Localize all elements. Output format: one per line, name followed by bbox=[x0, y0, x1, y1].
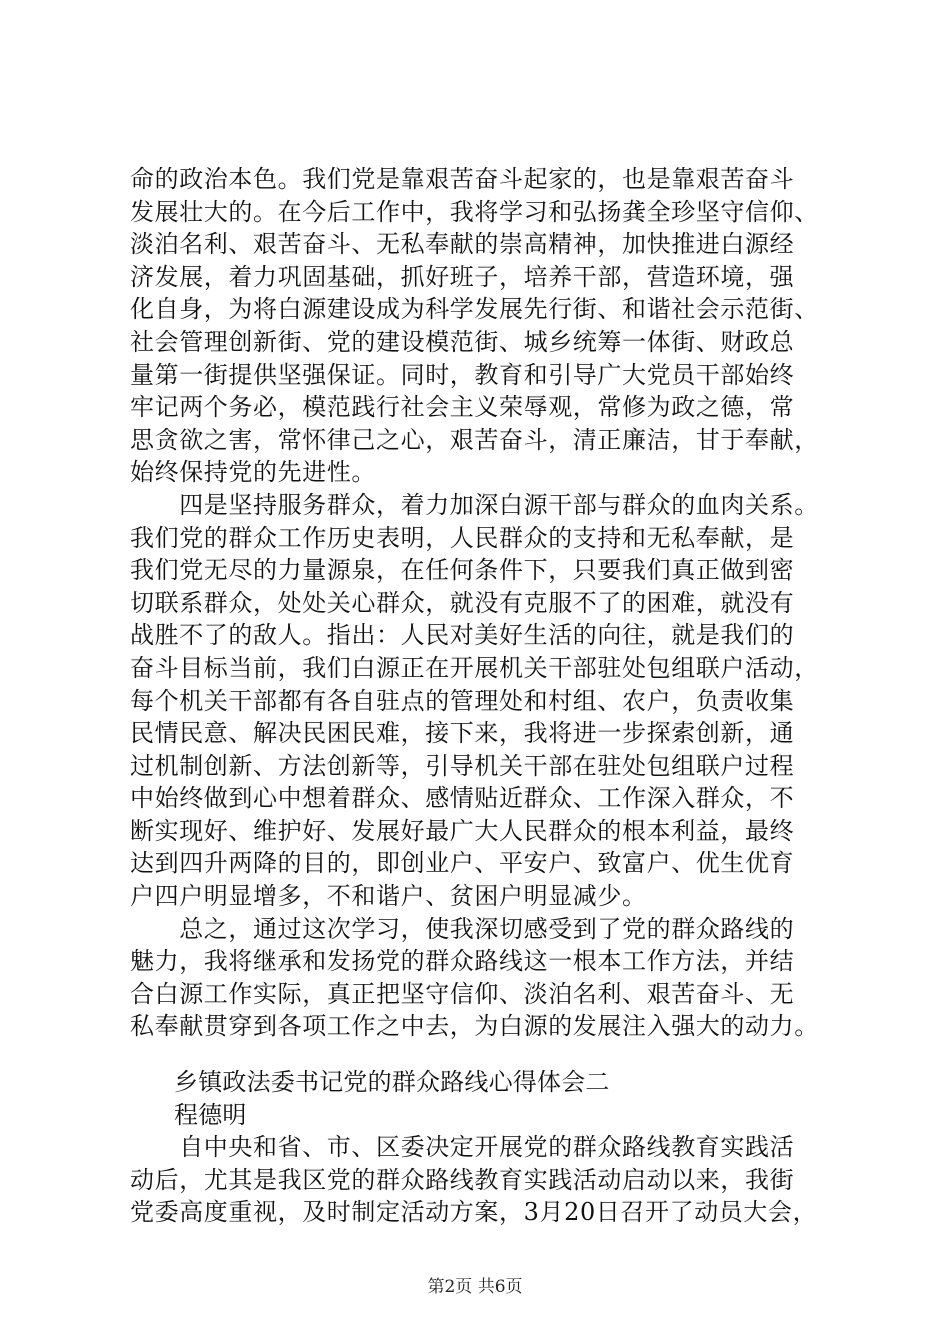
paragraph-block-2 bbox=[130, 1131, 830, 1229]
text-line: 牢记两个务必，模范践行社会主义荣辱观，常修为政之德，常 bbox=[130, 393, 795, 422]
text-line: 社会管理创新街、党的建设模范街、城乡统筹一体街、财政总 bbox=[130, 327, 795, 356]
text-line: 量第一街提供坚强保证。同时，教育和引导广大党员干部始终 bbox=[130, 360, 795, 389]
text-line: 奋斗目标当前，我们白源正在开展机关干部驻处包组联户活动， bbox=[130, 653, 819, 682]
text-line: 达到四升两降的目的，即创业户、平安户、致富户、优生优育 bbox=[130, 849, 795, 878]
text-line: 私奉献贯穿到各项工作之中去，为白源的发展注入强大的动力。 bbox=[130, 1012, 819, 1041]
text-line: 切联系群众，处处关心群众，就没有克服不了的困难，就没有 bbox=[130, 588, 795, 617]
text-line: 济发展，着力巩固基础，抓好班子，培养干部，营造环境，强 bbox=[130, 262, 795, 291]
text-line: 战胜不了的敌人。指出：人民对美好生活的向往，就是我们的 bbox=[130, 621, 795, 650]
text-line: 断实现好、维护好、发展好最广大人民群众的根本利益，最终 bbox=[130, 816, 795, 845]
text-line: 党委高度重视，及时制定活动方案，3月20日召开了动员大会， bbox=[130, 1198, 818, 1227]
paragraph-block-1 bbox=[130, 163, 830, 1043]
text-line: 每个机关干部都有各自驻点的管理处和村组、农户，负责收集 bbox=[130, 686, 795, 715]
text-line: 民情民意、解决民困民难，接下来，我将进一步探索创新，通 bbox=[130, 719, 795, 748]
text-line: 思贪欲之害，常怀律己之心，艰苦奋斗，清正廉洁，甘于奉献， bbox=[130, 425, 819, 454]
author-name: 程德明 bbox=[174, 1100, 247, 1129]
text-line: 合白源工作实际，真正把坚守信仰、淡泊名利、艰苦奋斗、无 bbox=[130, 979, 795, 1008]
text-line: 过机制创新、方法创新等，引导机关干部在驻处包组联户过程 bbox=[130, 751, 795, 780]
text-line: 始终保持党的先进性。 bbox=[130, 458, 376, 487]
text-line: 自中央和省、市、区委决定开展党的群众路线教育实践活 bbox=[130, 1133, 795, 1162]
text-line: 我们党的群众工作历史表明，人民群众的支持和无私奉献，是 bbox=[130, 523, 795, 552]
text-line: 总之，通过这次学习，使我深切感受到了党的群众路线的 bbox=[130, 914, 795, 943]
text-line: 四是坚持服务群众，着力加深白源干部与群众的血肉关系。 bbox=[130, 490, 819, 519]
text-line: 淡泊名利、艰苦奋斗、无私奉献的崇高精神，加快推进白源经 bbox=[130, 230, 795, 259]
text-line: 发展壮大的。在今后工作中，我将学习和弘扬龚全珍坚守信仰、 bbox=[130, 197, 819, 226]
document-body bbox=[130, 163, 830, 1229]
section-gap bbox=[130, 1043, 830, 1066]
text-line: 命的政治本色。我们党是靠艰苦奋斗起家的，也是靠艰苦奋斗 bbox=[130, 165, 795, 193]
page-footer: 第2页 共6页 bbox=[427, 1277, 523, 1297]
text-line: 动后，尤其是我区党的群众路线教育实践活动启动以来，我街 bbox=[130, 1165, 795, 1194]
text-line: 中始终做到心中想着群众、感情贴近群众、工作深入群众，不 bbox=[130, 784, 795, 813]
section-title: 乡镇政法委书记党的群众路线心得体会二 bbox=[174, 1068, 610, 1097]
text-line: 我们党无尽的力量源泉，在任何条件下，只要我们真正做到密 bbox=[130, 556, 795, 585]
text-line: 户四户明显增多，不和谐户、贫困户明显减少。 bbox=[130, 882, 647, 911]
text-line: 魅力，我将继承和发扬党的群众路线这一根本工作方法，并结 bbox=[130, 947, 795, 976]
text-line: 化自身，为将白源建设成为科学发展先行街、和谐社会示范街、 bbox=[130, 295, 819, 324]
